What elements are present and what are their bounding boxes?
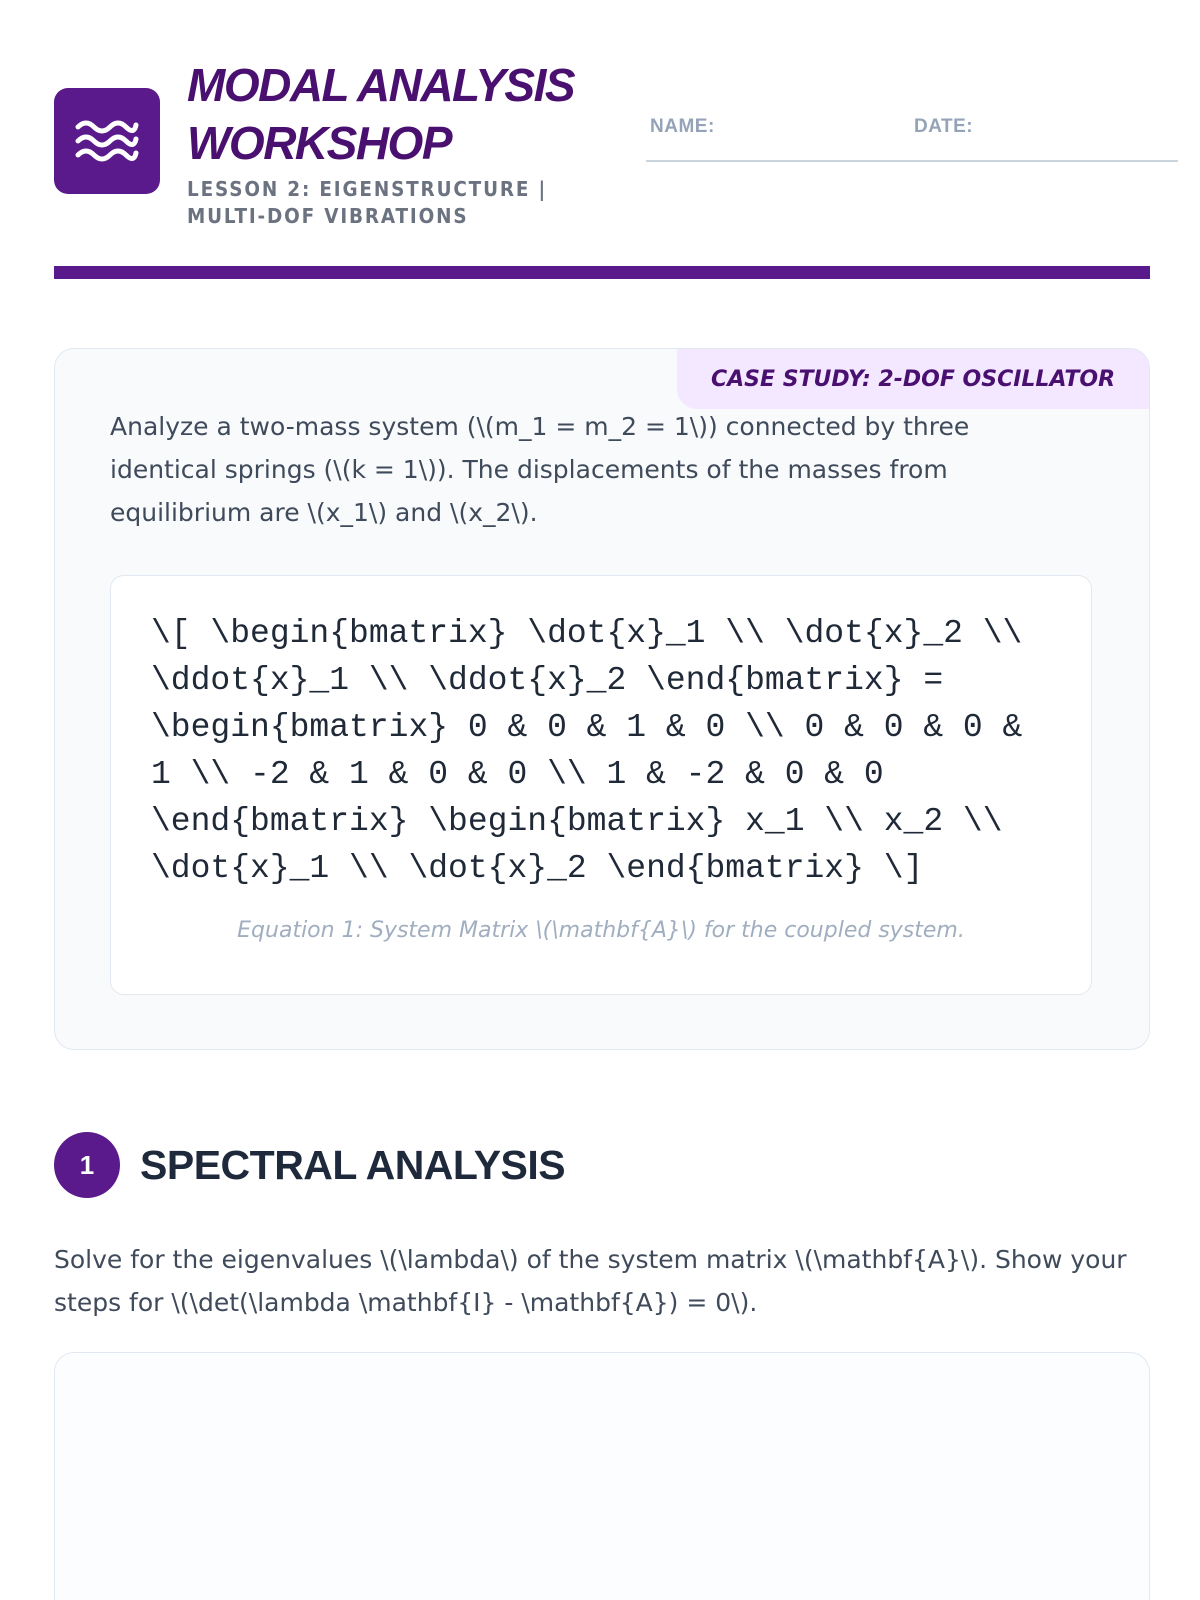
waves-icon — [74, 115, 140, 167]
case-study-card — [54, 348, 1150, 1050]
section-title: SPECTRAL ANALYSIS — [140, 1142, 566, 1188]
date-label: DATE: — [914, 116, 974, 137]
answer-area[interactable] — [54, 1352, 1150, 1600]
section-instructions: Solve for the eigenvalues \(\lambda\) of the system matrix \(\mathbf{A}\). Show your steps for \(\det(\lambda \mathbf{I} - \mathbf{A}) = 0\). — [54, 1245, 1127, 1317]
lesson-subtitle: LESSON 2: EIGENSTRUCTURE | MULTI-DOF VIBRATIONS — [187, 177, 548, 228]
logo — [54, 88, 160, 194]
page-title: MODAL ANALYSIS WORKSHOP — [187, 59, 575, 169]
name-label: NAME: — [650, 116, 715, 137]
section-header — [54, 1132, 954, 1198]
header — [54, 56, 1178, 226]
title-block — [187, 56, 647, 230]
case-study-text: Analyze a two-mass system (\(m_1 = m_2 = 1\)) connected by three identical springs (\(k = 1\)). The displacements of the masses from equilibrium are \(x_1\) and \(x_2\). — [110, 412, 970, 527]
header-divider — [54, 266, 1150, 279]
case-study-tag: CASE STUDY: 2-DOF OSCILLATOR — [677, 349, 1149, 409]
equation-box — [110, 575, 1092, 995]
equation-caption: Equation 1: System Matrix \(\mathbf{A}\) for the coupled system. — [237, 918, 965, 943]
section-number-badge: 1 — [54, 1132, 120, 1198]
name-date-field[interactable] — [646, 110, 1178, 162]
system-equation: \[ \begin{bmatrix} \dot{x}_1 \\ \dot{x}_2 \\ \ddot{x}_1 \\ \ddot{x}_2 \end{bmatrix} = \begin{bmatrix} 0 & 0 & 1 & 0 \\ 0 & 0 & 0 & 1 \\ -2 & 1 & 0 & 0 \\ 1 & -2 & 0 & 0 \end{bmatrix} \begin{bmatrix} x_1 \\ x_2 \\ \dot{x}_1 \\ \dot{x}_2 \end{bmatrix} \] — [151, 615, 1023, 887]
